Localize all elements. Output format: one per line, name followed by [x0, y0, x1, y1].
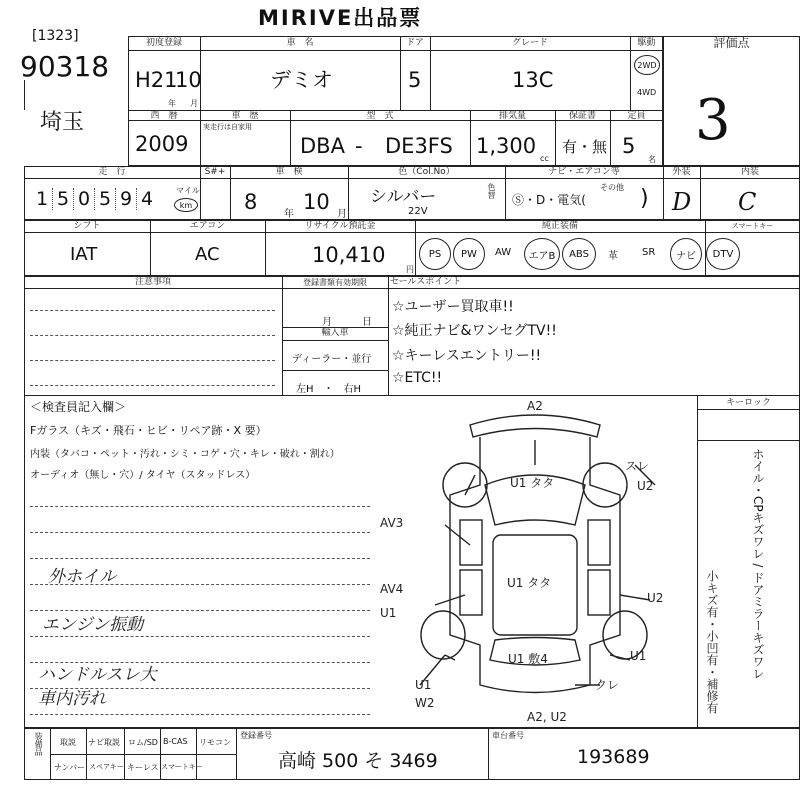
- stock-number: 90318: [20, 50, 110, 83]
- equip-navi: ナビ: [670, 238, 702, 270]
- displacement-value: 1,300: [476, 134, 537, 158]
- diagram-mark: U1: [630, 649, 647, 663]
- aircon-header: エアコン: [189, 221, 226, 231]
- mileage-digit: 5: [95, 188, 116, 210]
- acc-bcas: B-CAS: [163, 737, 188, 746]
- history-header: 車 歴: [231, 111, 259, 121]
- lot-number: [1323]: [32, 28, 79, 44]
- insp-line: [30, 714, 370, 715]
- diagram-mark: スレ: [625, 459, 650, 473]
- car-name-header: 車 名: [286, 38, 314, 48]
- equip-aw: AW: [495, 247, 512, 258]
- acc-rom: ロム/SD: [128, 738, 158, 747]
- warranty-header: 保証書: [568, 111, 596, 121]
- diagram-mark: AV3: [380, 516, 404, 530]
- shaken-year: 8: [244, 190, 258, 214]
- elec-equipment: Ⓢ・D・電気(: [512, 193, 586, 207]
- plate-header: 登録番号: [240, 731, 272, 740]
- score-header: 評価点: [713, 36, 750, 50]
- diagram-mark: U1 タタ: [510, 476, 555, 490]
- car-damage-diagram: [375, 395, 695, 725]
- left-divider: [24, 80, 25, 110]
- plate-value: 高崎 500 そ 3469: [278, 750, 438, 772]
- note-line: [30, 310, 275, 311]
- audio-cond: オーディオ（無し・穴）/ タイヤ（スタッドレス）: [30, 470, 256, 481]
- handwritten-note-2: エンジン振動: [42, 615, 144, 635]
- sharp-header: S#+: [204, 167, 226, 177]
- diagram-mark: A2: [527, 399, 543, 413]
- recycle-header: リサイクル預託金: [304, 221, 376, 231]
- acc-remote: リモコン: [199, 738, 231, 747]
- insp-line: [30, 636, 370, 637]
- rowline-dl3: [282, 370, 388, 371]
- rowline-b1: [50, 754, 236, 755]
- sales-point-2: ☆純正ナビ&ワンセグTV!!: [392, 323, 557, 339]
- diagram-mark: クレ: [595, 678, 620, 692]
- deadline-day: 日: [362, 317, 372, 328]
- color-side: 色替: [487, 183, 496, 199]
- equip-sr: SR: [642, 247, 656, 258]
- aircon-value: AC: [195, 244, 220, 265]
- chassis-header: 車台番号: [492, 731, 524, 740]
- year-unit: 年: [168, 99, 176, 108]
- rowline-1h: [128, 50, 663, 51]
- diagram-mark: U1: [380, 606, 397, 620]
- rowline-5h: [24, 288, 800, 289]
- diagram-mark: A2, U2: [527, 710, 567, 724]
- deadline-header: 登録書類有効期限: [303, 278, 367, 287]
- acc-keyless: キーレス: [127, 763, 159, 772]
- handwritten-note-3: ハンドルスレ大: [38, 665, 157, 685]
- equip-ps: PS: [419, 238, 451, 270]
- side-note: ホイル・CPキズワレ / ドアミラーキズワレ: [751, 448, 765, 680]
- note-line: [30, 385, 275, 386]
- sales-point-4: ☆ETC!!: [392, 370, 443, 386]
- chassis-value: 193689: [577, 746, 650, 768]
- seats-header: 定員: [627, 111, 646, 121]
- acc-navi-manual: ナビ取説: [88, 738, 120, 747]
- rowline-kl2: [697, 440, 800, 441]
- keylock-header: キーロック: [726, 398, 771, 408]
- recycle-unit: 円: [406, 265, 414, 274]
- equip-header: ナビ・エアコン等: [548, 167, 620, 177]
- side-note-handwritten: 小キズ有・小凹有・補修有: [705, 570, 719, 714]
- mileage-digit: 0: [74, 188, 95, 210]
- windshield-cond: Fガラス（キズ・飛石・ヒビ・リペア跡・X 要）: [30, 424, 267, 437]
- insp-line: [30, 532, 370, 533]
- insp-line: [30, 558, 370, 559]
- shaken-month: 10: [303, 190, 330, 214]
- sales-header: セールスポイント: [390, 277, 462, 287]
- shaken-m-unit: 月: [337, 209, 347, 220]
- seats-unit: 名: [648, 155, 656, 164]
- first-reg-month: 10: [175, 68, 202, 92]
- col-side: [697, 396, 698, 728]
- interior-cond: 内装（タバコ・ペット・汚れ・シミ・コゲ・穴・キレ・破れ・割れ）: [30, 449, 340, 460]
- acc-spare-key: スペアキー: [89, 763, 124, 771]
- car-name: デミオ: [270, 68, 333, 92]
- diagram-mark: U1: [415, 678, 432, 692]
- dealer-label: ディーラー・並行: [292, 354, 372, 365]
- handwritten-note-1: 外ホイル: [48, 567, 116, 587]
- shift-header: シフト: [73, 221, 101, 231]
- diagram-mark: U2: [647, 591, 664, 605]
- handwritten-note-4: 車内汚れ: [38, 689, 106, 709]
- insp-line: [30, 506, 370, 507]
- acc-manual: 取説: [60, 738, 76, 747]
- rowline-kl: [697, 409, 800, 410]
- grade: 13C: [512, 68, 554, 92]
- km-circle: km: [174, 198, 198, 212]
- other-label: その他: [600, 183, 624, 192]
- diagram-mark: U1 タタ: [507, 576, 552, 590]
- interior-header: 内装: [740, 167, 759, 177]
- prefecture: 埼玉: [40, 110, 85, 135]
- mileage-digit: 4: [140, 188, 154, 210]
- color-code: 22V: [408, 206, 428, 217]
- diagram-mark: W2: [415, 696, 435, 710]
- mileage-digits: [32, 188, 157, 210]
- drive-header: 駆動: [637, 38, 656, 48]
- year-value: 2009: [135, 132, 189, 156]
- col-b6: [236, 728, 237, 780]
- form-title: MIRIVE出品票: [258, 6, 423, 30]
- equip-abs: ABS: [562, 238, 596, 270]
- sales-point-1: ☆ユーザー買取車!!: [392, 299, 514, 315]
- score-value: 3: [695, 88, 731, 153]
- year-header: 西 暦: [150, 111, 178, 121]
- drive-4wd: 4WD: [637, 88, 657, 97]
- diagram-mark: AV4: [380, 582, 404, 596]
- inspector-header: ＜検査員記入欄＞: [30, 400, 127, 414]
- seats-value: 5: [622, 134, 636, 158]
- doors-header: ドア: [406, 38, 424, 48]
- rowline-4h: [24, 232, 800, 233]
- mileage-header: 走 行: [98, 167, 126, 177]
- shaken-y-unit: 年: [284, 209, 294, 220]
- exterior-value: D: [672, 188, 692, 216]
- shift-value: IAT: [70, 244, 98, 265]
- score-box: [663, 36, 800, 166]
- recycle-value: 10,410: [312, 243, 386, 267]
- model-prefix: DBA: [300, 134, 345, 158]
- drive-2wd-circle: 2WD: [634, 55, 660, 75]
- rowline-dl2: [282, 340, 388, 341]
- doors: 5: [408, 68, 422, 92]
- mileage-digit: 1: [32, 188, 53, 210]
- equip-airbag: エアB: [524, 238, 560, 270]
- notes-header: 注意事項: [134, 277, 171, 287]
- model-dash: -: [355, 134, 363, 158]
- equip-pw: PW: [453, 238, 485, 270]
- color-value: シルバー: [370, 187, 437, 207]
- oem-header: 純正装備: [541, 221, 578, 231]
- elec-close: ): [640, 186, 649, 211]
- grade-header: グレード: [511, 38, 548, 48]
- model-header: 型 式: [366, 111, 394, 121]
- displacement-header: 排気量: [498, 111, 526, 121]
- exterior-header: 外装: [672, 167, 691, 177]
- first-reg-header: 初度登録: [145, 38, 182, 48]
- mile-label: マイル: [176, 186, 200, 195]
- history-note: 実走行は自家用: [203, 123, 252, 131]
- acc-smart-key: スマートキー: [161, 763, 203, 771]
- mileage-digit: 5: [53, 188, 74, 210]
- first-reg-era: H21: [135, 68, 178, 92]
- shaken-header: 車 検: [275, 167, 303, 177]
- month-unit: 月: [190, 99, 198, 108]
- import-label: 輸入車: [321, 328, 349, 338]
- equip-leather: 革: [608, 251, 618, 262]
- smart-key-header: スマートキー: [731, 222, 774, 230]
- note-line: [30, 335, 275, 336]
- sales-point-3: ☆キーレスエントリー!!: [392, 348, 542, 364]
- acc-side-label: 装備品: [34, 732, 43, 756]
- color-header: 色（Col.No）: [398, 167, 455, 177]
- equip-dtv: DTV: [706, 238, 740, 270]
- warranty-value: 有・無: [562, 138, 608, 156]
- col-n2: [388, 276, 389, 396]
- col-b7: [488, 728, 489, 780]
- cc-unit: cc: [540, 154, 549, 163]
- diagram-mark: U2: [637, 479, 654, 493]
- steering-label: 左H ・ 右H: [296, 384, 362, 395]
- deadline-month: 月: [322, 317, 332, 328]
- acc-plate: ナンバー: [54, 763, 86, 772]
- diagram-mark: U1 敷4: [508, 652, 548, 666]
- mileage-digit: 9: [116, 188, 137, 210]
- model-value: DE3FS: [385, 134, 453, 158]
- note-line: [30, 360, 275, 361]
- interior-value: C: [738, 188, 757, 216]
- rowline-3h: [24, 178, 800, 179]
